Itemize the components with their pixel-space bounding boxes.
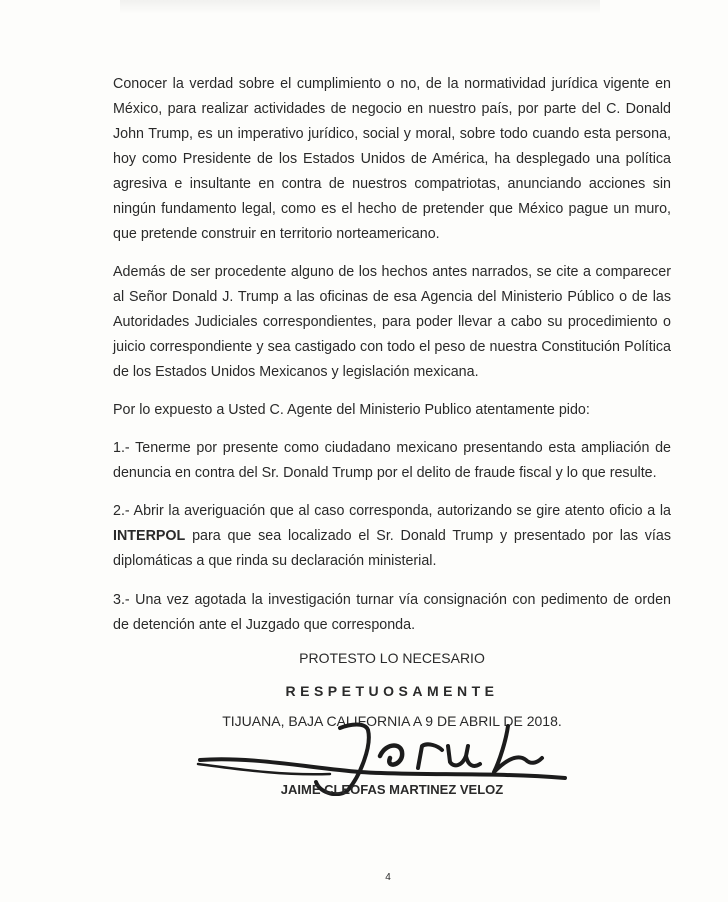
paragraph-context: Conocer la verdad sobre el cumplimiento o no, de la normatividad jurídica vigente en México, para realizar actividades de negocio en nuestro país, por parte del C. Donald John Trump, es un imperativo jurídico, social y moral, sobre todo cuando esta persona, hoy como Presidente de los Estados Unidos de América, ha desplegado una política agresiva e insultante en contra de nuestros compatriotas, anunciando acciones sin ningún fundamento legal, como es el hecho de pretender que México pague un muro, que pretende construir en territorio norteamericano. xyxy=(113,76,671,242)
request-item-2-text-b: para que sea localizado el Sr. Donald Trump y presentado por las vías diplomáticas a que rinda su declaración ministerial. xyxy=(113,528,671,569)
closing-respetuosamente: RESPETUOSAMENTE xyxy=(285,683,499,699)
bleed-through-header xyxy=(120,0,600,14)
request-item-2 xyxy=(113,499,671,574)
request-item-3: 3.- Una vez agotada la investigación turnar vía consignación con pedimento de orden de detención ante el Juzgado que corresponda. xyxy=(113,592,671,633)
page-number: 4 xyxy=(385,872,391,883)
closing-protesto: PROTESTO LO NECESARIO xyxy=(299,650,485,666)
request-item-2-text-a: 2.- Abrir la averiguación que al caso corresponda, autorizando se gire atento oficio a la xyxy=(113,503,671,519)
paragraph-summons: Además de ser procedente alguno de los hechos antes narrados, se cite a comparecer al Señor Donald J. Trump a las oficinas de esa Agencia del Ministerio Público o de las Autoridades Judiciales correspondientes, para poder llevar a cabo su procedimiento o juicio correspondiente y sea castigado con todo el peso de nuestra Constitución Política de los Estados Unidos Mexicanos y legislación mexicana. xyxy=(113,264,671,380)
place-and-date: TIJUANA, BAJA CALIFORNIA A 9 DE ABRIL DE 2018. xyxy=(222,713,562,729)
interpol-bold: INTERPOL xyxy=(113,528,186,544)
paragraph-request-intro: Por lo expuesto a Usted C. Agente del Ministerio Publico atentamente pido: xyxy=(113,402,590,418)
signer-name: JAIME CLEOFAS MARTINEZ VELOZ xyxy=(280,782,504,797)
request-item-1: 1.- Tenerme por presente como ciudadano mexicano presentando esta ampliación de denuncia en contra del Sr. Donald Trump por el delito de fraude fiscal y lo que resulte. xyxy=(113,440,671,481)
